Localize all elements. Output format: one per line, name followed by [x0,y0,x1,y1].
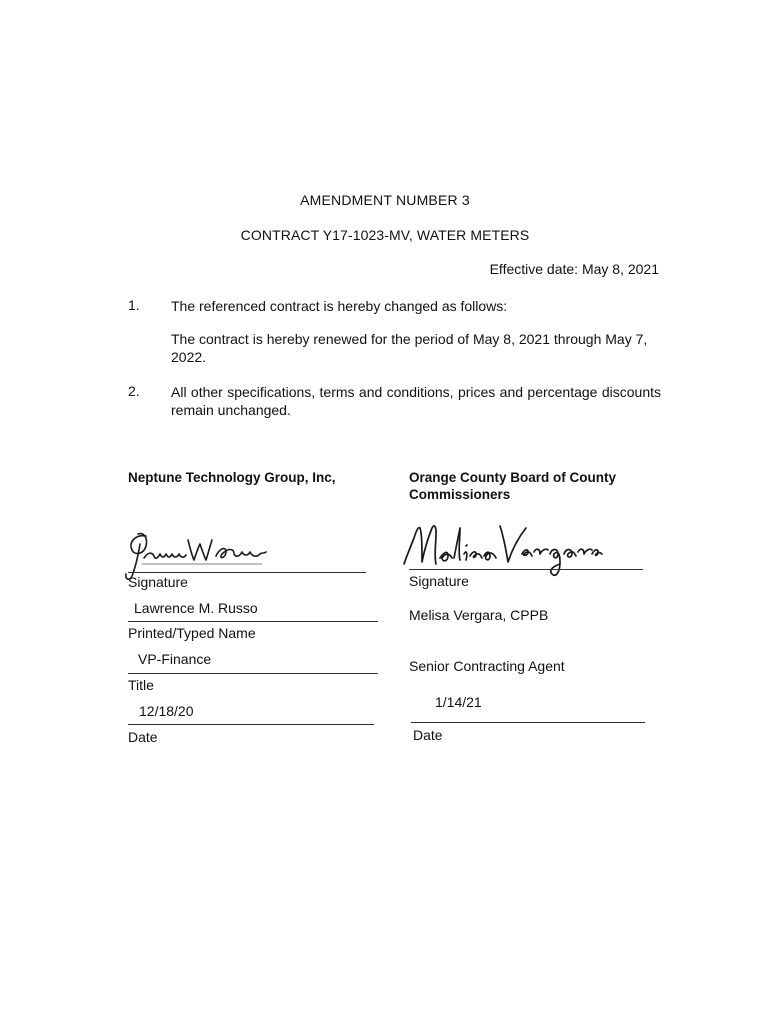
contract-line: CONTRACT Y17-1023-MV, WATER METERS [240,227,530,243]
left-party-name: Neptune Technology Group, Inc, [128,470,336,485]
left-date-value: 12/18/20 [139,703,194,719]
right-title-value: Senior Contracting Agent [409,658,565,674]
right-signature-label: Signature [409,573,469,589]
item-1-number: 1. [128,297,140,313]
item-1-text: The referenced contract is hereby changed as follows: [171,298,508,314]
right-date-label: Date [413,727,443,743]
left-date-line [128,724,374,725]
left-title-value: VP-Finance [138,651,212,667]
left-printed-name-label: Printed/Typed Name [128,625,256,641]
left-date-label: Date [128,729,158,745]
left-printed-name: Lawrence M. Russo [134,600,258,616]
right-printed-name: Melisa Vergara, CPPB [409,607,549,623]
left-signature-line [128,572,366,573]
item-2-number: 2. [128,383,140,399]
right-date-line [411,722,645,723]
effective-date: Effective date: May 8, 2021 [489,261,659,277]
right-signature-line [409,569,643,570]
left-title-line [128,673,378,674]
left-signature-label: Signature [128,574,188,590]
document-title: AMENDMENT NUMBER 3 [300,192,470,208]
right-party-name: Orange County Board of County Commissioners [409,470,616,502]
item-1-subtext: The contract is hereby renewed for the period of May 8, 2021 through May 7, 2022. [171,331,648,365]
right-date-value: 1/14/21 [435,694,482,710]
left-name-line [128,621,378,622]
item-2-text: All other specifications, terms and conditions, prices and percentage discounts remain unchanged. [171,384,661,418]
left-title-label: Title [128,677,154,693]
